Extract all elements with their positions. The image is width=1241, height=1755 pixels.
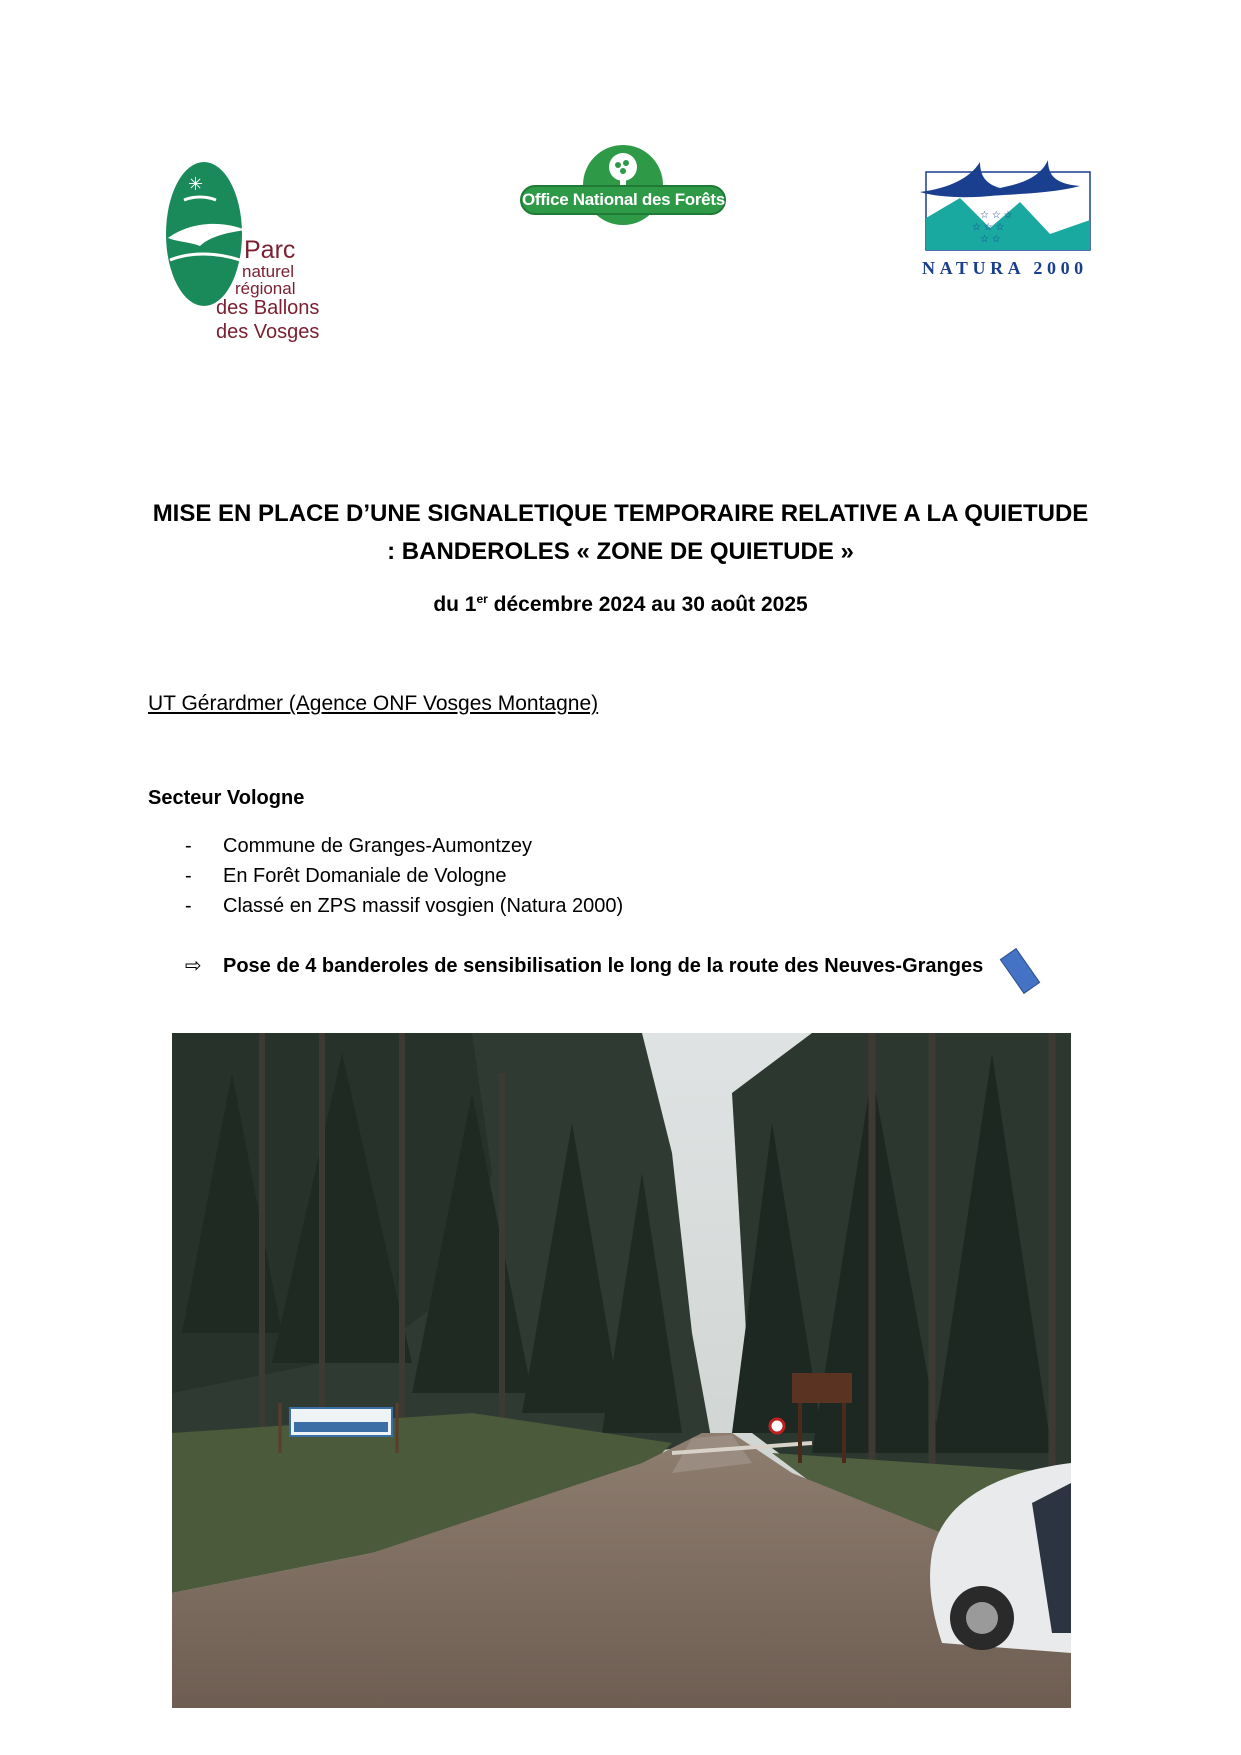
list-item [185,895,623,918]
parc-line-1: Parc [244,236,296,264]
action-line [185,953,983,978]
list-item-text: Classé en ZPS massif vosgien (Natura 2000) [223,895,624,917]
date-prefix: du 1 [433,593,477,616]
parc-line-2: naturel [242,262,294,281]
parc-line-5: des Vosges [216,321,320,343]
forest-road-photo [172,1033,1071,1708]
svg-text:✳: ✳ [188,174,204,195]
document-title-line-2: : BANDEROLES « ZONE DE QUIETUDE » [387,538,854,565]
natura-label: NATURA 2000 [922,258,1088,278]
parc-line-3: régional [235,279,296,298]
bullet-dash: - [185,835,192,857]
forest-road-photo-drawing [172,1033,1071,1708]
blue-marker-shape [1000,948,1040,994]
bullet-dash: - [185,865,192,887]
action-text: Pose de 4 banderoles de sensibilisation le long de la route des Neuves-Granges [223,955,984,977]
onf-logo [520,145,726,225]
svg-text:☆ ☆: ☆ ☆ [980,234,1001,245]
bullet-dash: - [185,895,192,917]
list-item [185,835,532,858]
arrow-right-icon: ⇨ [185,955,202,977]
date-suffix: décembre 2024 au 30 août 2025 [487,593,808,616]
sector-title: Secteur Vologne [148,787,305,809]
document-title-line-1: MISE EN PLACE D’UNE SIGNALETIQUE TEMPORAIRE RELATIVE A LA QUIETUDE [152,500,1089,527]
date-range [140,592,1101,617]
parc-line-4: des Ballons [216,297,320,319]
svg-text:☆ ☆ ☆: ☆ ☆ ☆ [980,210,1013,221]
parc-naturel-logo [160,160,320,360]
svg-text:☆ ☆ ☆: ☆ ☆ ☆ [972,222,1005,233]
natura-birds-icon [920,158,1095,258]
onf-label: Office National des Forêts [520,185,726,215]
list-item [185,865,507,888]
unit-heading: UT Gérardmer (Agence ONF Vosges Montagne) [148,692,599,715]
natura-2000-logo [920,158,1095,283]
date-superscript: er [476,592,488,606]
list-item-text: En Forêt Domaniale de Vologne [223,865,507,887]
list-item-text: Commune de Granges-Aumontzey [223,835,533,857]
